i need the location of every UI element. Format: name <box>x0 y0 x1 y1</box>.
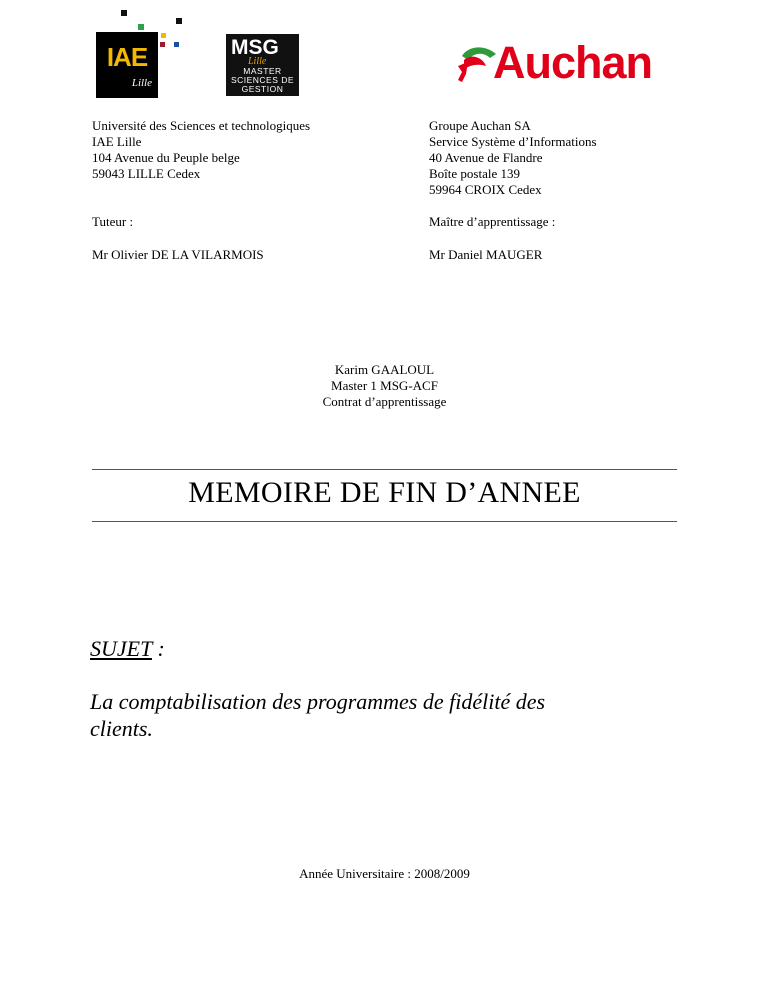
author-program: Master 1 MSG-ACF <box>331 378 438 393</box>
company-address <box>429 118 597 198</box>
address-line: Service Système d’Informations <box>429 134 597 149</box>
author-contract: Contrat d’apprentissage <box>322 394 447 409</box>
msg-logo-subtitle <box>226 67 299 94</box>
tutor-name: Mr Olivier DE LA VILARMOIS <box>92 247 264 262</box>
logo-square <box>121 10 127 16</box>
address-line: 104 Avenue du Peuple belge <box>92 150 240 165</box>
academic-year: Année Universitaire : 2008/2009 <box>299 866 470 881</box>
address-line: Université des Sciences et technologiques <box>92 118 311 133</box>
msg-logo-line: SCIENCES DE <box>230 75 295 85</box>
auchan-logo-text: Auchan <box>493 37 653 88</box>
msg-logo <box>226 34 299 96</box>
msg-logo-script: Lille <box>248 56 267 67</box>
subject-heading <box>90 636 165 662</box>
tutor-label: Tuteur : <box>92 214 134 229</box>
author-block <box>92 362 677 410</box>
university-address <box>92 118 310 182</box>
logo-square <box>176 18 182 24</box>
address-line: 40 Avenue de Flandre <box>429 150 543 165</box>
logo-square <box>174 42 179 47</box>
subject-line: clients. <box>90 716 153 741</box>
subject-label: SUJET <box>90 636 152 661</box>
logo-square <box>161 33 166 38</box>
supervisor-name: Mr Daniel MAUGER <box>429 247 543 262</box>
iae-logo-box <box>96 32 158 98</box>
author-name: Karim GAALOUL <box>334 362 435 377</box>
msg-logo-text: MSG <box>231 36 279 59</box>
iae-logo-subtext: Lille <box>131 77 152 89</box>
address-line: IAE Lille <box>92 134 142 149</box>
logo-square <box>138 24 144 30</box>
address-line: 59043 LILLE Cedex <box>92 166 201 181</box>
logo-square <box>160 42 165 47</box>
msg-logo-line: MASTER <box>243 66 282 76</box>
subject-colon: : <box>151 636 165 661</box>
address-line: Boîte postale 139 <box>429 166 520 181</box>
supervisor-label: Maître d’apprentissage : <box>429 214 556 229</box>
auchan-bird-icon <box>456 44 498 89</box>
page-title: MEMOIRE DE FIN D’ANNEE <box>188 476 581 509</box>
address-line: Groupe Auchan SA <box>429 118 531 133</box>
subject-text <box>90 688 690 742</box>
subject-line: La comptabilisation des programmes de fidélité des <box>90 689 546 714</box>
title-rule-bottom <box>92 521 677 522</box>
address-line: 59964 CROIX Cedex <box>429 182 542 197</box>
msg-logo-line: GESTION <box>241 84 284 94</box>
title-rule-top <box>92 469 677 470</box>
iae-logo-text: IAE <box>106 42 148 72</box>
